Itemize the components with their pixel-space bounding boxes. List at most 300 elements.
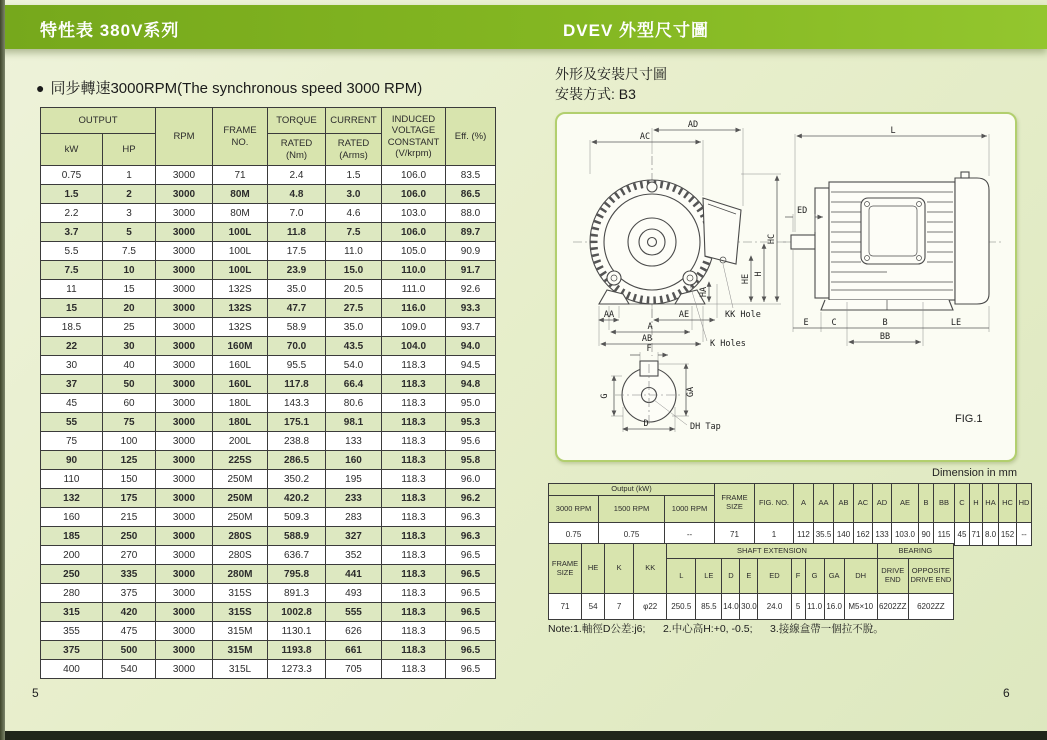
table-row	[41, 394, 496, 413]
table-cell: 118.3	[382, 356, 446, 375]
col-GA: GA	[824, 559, 844, 594]
table-cell: 280S	[213, 546, 268, 565]
table-cell: 441	[326, 565, 382, 584]
table-cell: 238.8	[268, 432, 326, 451]
col-1000rpm: 1000 RPM	[665, 496, 715, 523]
table-cell: 195	[326, 470, 382, 489]
col-current: CURRENT	[326, 108, 382, 134]
table-row	[41, 470, 496, 489]
table-cell: 250	[41, 565, 103, 584]
dim-label-H: H	[754, 271, 764, 277]
table-cell: 283	[326, 508, 382, 527]
table-cell: 1.5	[326, 166, 382, 185]
col-kw: kW	[41, 134, 103, 166]
subtitle-outline: 外形及安裝尺寸圖	[555, 66, 667, 82]
table-cell: 215	[103, 508, 156, 527]
table-cell: 118.3	[382, 375, 446, 394]
table-cell: 355	[41, 622, 103, 641]
table-cell: 89.7	[446, 223, 496, 242]
dim-table1-header	[549, 484, 1032, 523]
page-number-left: 5	[32, 686, 39, 700]
table-cell: 5	[791, 594, 805, 620]
header-bar	[0, 5, 1047, 49]
group-bearing: BEARING	[877, 544, 953, 559]
table-cell: 1002.8	[268, 603, 326, 622]
col-AE: AE	[892, 484, 919, 523]
table-row	[41, 223, 496, 242]
table-cell: 7.5	[103, 242, 156, 261]
table-cell: 636.7	[268, 546, 326, 565]
table-cell: 143.3	[268, 394, 326, 413]
table-cell: 3000	[156, 299, 213, 318]
table-cell: 7.5	[41, 261, 103, 280]
table-cell: 180L	[213, 394, 268, 413]
table-cell: 90.9	[446, 242, 496, 261]
col-AD: AD	[873, 484, 892, 523]
table-cell: 96.5	[446, 603, 496, 622]
table-cell: 118.3	[382, 432, 446, 451]
table-cell: 160L	[213, 356, 268, 375]
table-cell: 85.5	[696, 594, 722, 620]
table-cell: 88.0	[446, 204, 496, 223]
table-cell: 17.5	[268, 242, 326, 261]
table-cell: 200L	[213, 432, 268, 451]
table-cell: 555	[326, 603, 382, 622]
table-cell: 152	[999, 523, 1017, 546]
table-cell: 43.5	[326, 337, 382, 356]
col-drive-end: DRIVE END	[877, 559, 908, 594]
table-cell: 11.8	[268, 223, 326, 242]
table-cell: 118.3	[382, 470, 446, 489]
table-cell: 180L	[213, 413, 268, 432]
dim-label-AD: AD	[687, 120, 699, 130]
table-cell: 35.5	[814, 523, 834, 546]
dim-label-KK-hole: KK Hole	[725, 310, 761, 320]
table-cell: 55	[41, 413, 103, 432]
table-cell: 96.5	[446, 546, 496, 565]
dim-label-BB: BB	[879, 332, 891, 342]
table-cell: 3000	[156, 318, 213, 337]
table-cell: 315M	[213, 641, 268, 660]
table-cell: 105.0	[382, 242, 446, 261]
table-cell: 104.0	[382, 337, 446, 356]
table-cell: 315S	[213, 584, 268, 603]
table-cell: 80M	[213, 185, 268, 204]
table-row	[41, 565, 496, 584]
table-cell: 4.6	[326, 204, 382, 223]
table-cell: 93.7	[446, 318, 496, 337]
table-cell: 115	[934, 523, 955, 546]
table-cell: 175	[103, 489, 156, 508]
table-cell: 40	[103, 356, 156, 375]
table-cell: 795.8	[268, 565, 326, 584]
dim-table1-wrap	[548, 483, 1032, 546]
col-opposite-drive-end: OPPOSITE DRIVE END	[908, 559, 953, 594]
col-AC: AC	[854, 484, 873, 523]
table-cell: 27.5	[326, 299, 382, 318]
table-row	[41, 337, 496, 356]
dimension-unit-note: Dimension in mm	[932, 467, 1017, 479]
dim-table2-header	[549, 544, 954, 594]
table-cell: 110	[41, 470, 103, 489]
table-cell: 106.0	[382, 223, 446, 242]
table-cell: 116.0	[382, 299, 446, 318]
col-G: G	[805, 559, 824, 594]
table-cell: 315S	[213, 603, 268, 622]
table-cell: 100L	[213, 261, 268, 280]
table-cell: 118.3	[382, 451, 446, 470]
table-cell: 3000	[156, 565, 213, 584]
table-cell: 93.3	[446, 299, 496, 318]
table-cell: 98.1	[326, 413, 382, 432]
table-cell: 3000	[156, 641, 213, 660]
table-cell: 92.6	[446, 280, 496, 299]
table-cell: 71	[213, 166, 268, 185]
table-cell: 118.3	[382, 641, 446, 660]
table-cell: 1273.3	[268, 660, 326, 679]
dim-label-ED: ED	[797, 206, 808, 216]
dim-label-B: B	[882, 318, 888, 328]
table-row	[41, 356, 496, 375]
table-cell: 3	[103, 204, 156, 223]
table-cell: 118.3	[382, 622, 446, 641]
dim-label-HC: HC	[767, 233, 777, 245]
table-cell: 103.0	[382, 204, 446, 223]
table-row	[41, 318, 496, 337]
table-cell: M5×10	[844, 594, 877, 620]
table-cell: 375	[41, 641, 103, 660]
table-cell: 661	[326, 641, 382, 660]
table-cell: 420	[103, 603, 156, 622]
table-row	[41, 166, 496, 185]
table-cell: 475	[103, 622, 156, 641]
table-cell: 100L	[213, 242, 268, 261]
table-cell: 106.0	[382, 185, 446, 204]
table-row	[41, 546, 496, 565]
table-cell: 96.0	[446, 470, 496, 489]
dim-label-L: L	[890, 126, 896, 136]
col-eff: Eff. (%)	[446, 108, 496, 166]
col-DH: DH	[844, 559, 877, 594]
table-cell: 2	[103, 185, 156, 204]
dim-label-DH-tap: DH Tap	[690, 422, 721, 432]
table-row	[41, 641, 496, 660]
table-cell: 70.0	[268, 337, 326, 356]
table-cell: 250M	[213, 470, 268, 489]
table-cell: 1130.1	[268, 622, 326, 641]
table-cell: 350.2	[268, 470, 326, 489]
table-cell: 10	[103, 261, 156, 280]
spec-table-body	[41, 166, 496, 679]
table-cell: 96.2	[446, 489, 496, 508]
table-cell: 125	[103, 451, 156, 470]
table-cell: 400	[41, 660, 103, 679]
col-AA: AA	[814, 484, 834, 523]
table-cell: 2.2	[41, 204, 103, 223]
table-cell: 3000	[156, 185, 213, 204]
table-cell: 94.8	[446, 375, 496, 394]
table-cell: 60	[103, 394, 156, 413]
table-cell: 132S	[213, 299, 268, 318]
col-HC: HC	[999, 484, 1017, 523]
table-cell: 20.5	[326, 280, 382, 299]
col-F: F	[791, 559, 805, 594]
table-cell: 35.0	[326, 318, 382, 337]
table-cell: 18.5	[41, 318, 103, 337]
table-cell: 94.5	[446, 356, 496, 375]
dim-label-HE: HE	[741, 273, 751, 285]
table-row	[41, 622, 496, 641]
table-cell: 160M	[213, 337, 268, 356]
table-cell: 95.3	[446, 413, 496, 432]
table-row	[41, 299, 496, 318]
table-cell: 118.3	[382, 508, 446, 527]
table-cell: 1.5	[41, 185, 103, 204]
table-cell: 100	[103, 432, 156, 451]
bullet-icon: ●	[36, 80, 45, 96]
table-cell: 96.5	[446, 660, 496, 679]
table-cell: 160L	[213, 375, 268, 394]
table-cell: 2.4	[268, 166, 326, 185]
table-cell: 118.3	[382, 565, 446, 584]
table-cell: 96.5	[446, 584, 496, 603]
table-cell: 96.5	[446, 641, 496, 660]
table-cell: 352	[326, 546, 382, 565]
dim-label-AB: AB	[641, 334, 653, 344]
dim-label-HA: HA	[699, 286, 709, 298]
table-cell: 45	[955, 523, 970, 546]
page-bottom-bar	[0, 731, 1047, 740]
table-cell: 7.5	[326, 223, 382, 242]
col-K: K	[605, 544, 634, 594]
table-cell: 16.0	[824, 594, 844, 620]
table-cell: 280	[41, 584, 103, 603]
col-output-kw: Output (kW)	[549, 484, 715, 496]
table-cell: 75	[103, 413, 156, 432]
col-fig-no: FIG. NO.	[755, 484, 794, 523]
table-cell: 7.0	[268, 204, 326, 223]
table-cell: 3000	[156, 242, 213, 261]
table-cell: 3000	[156, 394, 213, 413]
table-cell: 110.0	[382, 261, 446, 280]
table-cell: φ22	[634, 594, 667, 620]
dim-label-D: D	[643, 419, 649, 429]
col-frame-size2: FRAME SIZE	[549, 544, 582, 594]
table-row	[41, 413, 496, 432]
table-cell: --	[665, 523, 715, 546]
table-cell: 250M	[213, 508, 268, 527]
col-L: L	[667, 559, 696, 594]
dim-label-F: F	[646, 344, 652, 354]
table-cell: 500	[103, 641, 156, 660]
table-cell: 106.0	[382, 166, 446, 185]
table-cell: 8.0	[983, 523, 999, 546]
table-cell: 118.3	[382, 413, 446, 432]
dim-table2-body	[549, 594, 954, 620]
section-title-text: 同步轉速3000RPM(The synchronous speed 3000 RPM)	[50, 80, 423, 97]
table-cell: 3000	[156, 432, 213, 451]
table-cell: 5.5	[41, 242, 103, 261]
table-cell: 327	[326, 527, 382, 546]
page-number-right: 6	[1003, 686, 1010, 700]
dim-table2-wrap	[548, 543, 954, 620]
table-cell: 95.5	[268, 356, 326, 375]
table-cell: 5	[103, 223, 156, 242]
table-cell: 71	[970, 523, 983, 546]
table-cell: 1	[755, 523, 794, 546]
table-cell: 315M	[213, 622, 268, 641]
table-cell: 150	[103, 470, 156, 489]
table-cell: 270	[103, 546, 156, 565]
table-cell: 375	[103, 584, 156, 603]
table-cell: 132	[41, 489, 103, 508]
table-row	[41, 527, 496, 546]
table-cell: 626	[326, 622, 382, 641]
table-row	[41, 375, 496, 394]
table-cell: 280S	[213, 527, 268, 546]
table-cell: 6202ZZ	[877, 594, 908, 620]
dim-label-LE: LE	[950, 318, 962, 328]
col-1500rpm: 1500 RPM	[599, 496, 665, 523]
dim-label-E: E	[803, 318, 809, 328]
table-cell: 30	[41, 356, 103, 375]
col-C: C	[955, 484, 970, 523]
table-cell: 118.3	[382, 603, 446, 622]
figure-label: FIG.1	[955, 413, 983, 425]
dimension-diagram-panel	[555, 112, 1017, 462]
section-title	[36, 77, 422, 98]
table-cell: 175.1	[268, 413, 326, 432]
table-cell: 3000	[156, 603, 213, 622]
table-cell: 0.75	[549, 523, 599, 546]
table-cell: 45	[41, 394, 103, 413]
dim-label-K-holes: K Holes	[710, 339, 746, 349]
col-AB: AB	[834, 484, 854, 523]
table-cell: 3000	[156, 470, 213, 489]
header-title-left: 特性表 380V系列	[40, 21, 180, 40]
table-cell: 111.0	[382, 280, 446, 299]
table-cell: 14.0	[722, 594, 740, 620]
table-cell: 94.0	[446, 337, 496, 356]
table-cell: 160	[41, 508, 103, 527]
table-cell: 133	[326, 432, 382, 451]
table-cell: 891.3	[268, 584, 326, 603]
spec-table-wrap	[40, 107, 496, 679]
table-cell: 3000	[156, 546, 213, 565]
table-cell: 286.5	[268, 451, 326, 470]
table-cell: 140	[834, 523, 854, 546]
table-cell: 22	[41, 337, 103, 356]
table-row	[41, 660, 496, 679]
table-cell: 109.0	[382, 318, 446, 337]
col-LE: LE	[696, 559, 722, 594]
table-cell: 30	[103, 337, 156, 356]
table-cell: 50	[103, 375, 156, 394]
motor-front-view	[573, 156, 789, 356]
table-cell: 1	[103, 166, 156, 185]
col-B: B	[919, 484, 934, 523]
table-row	[549, 594, 954, 620]
table-cell: 37	[41, 375, 103, 394]
table-cell: 4.8	[268, 185, 326, 204]
table-cell: 112	[794, 523, 814, 546]
table-cell: 117.8	[268, 375, 326, 394]
table-cell: 250	[103, 527, 156, 546]
table-cell: 540	[103, 660, 156, 679]
dim-label-GA: GA	[686, 386, 696, 398]
spec-table-header	[41, 108, 496, 166]
table-cell: 15	[103, 280, 156, 299]
table-cell: 3000	[156, 527, 213, 546]
col-induced: INDUCED VOLTAGE CONSTANT (V/krpm)	[382, 108, 446, 166]
table-cell: 3000	[156, 584, 213, 603]
table-row	[41, 584, 496, 603]
table-cell: 0.75	[41, 166, 103, 185]
table-cell: --	[1017, 523, 1032, 546]
table-cell: 90	[919, 523, 934, 546]
table-cell: 90	[41, 451, 103, 470]
col-hp: HP	[103, 134, 156, 166]
table-cell: 250.5	[667, 594, 696, 620]
page-left-edge	[0, 0, 5, 740]
dimension-table-2	[548, 543, 954, 620]
table-cell: 118.3	[382, 584, 446, 603]
table-cell: 83.5	[446, 166, 496, 185]
table-row	[41, 432, 496, 451]
table-cell: 58.9	[268, 318, 326, 337]
table-cell: 11.0	[805, 594, 824, 620]
table-cell: 30.0	[740, 594, 758, 620]
col-HD: HD	[1017, 484, 1032, 523]
table-cell: 96.5	[446, 622, 496, 641]
table-cell: 200	[41, 546, 103, 565]
table-cell: 3000	[156, 356, 213, 375]
col-A: A	[794, 484, 814, 523]
table-cell: 95.6	[446, 432, 496, 451]
col-rated-nm: RATED (Nm)	[268, 134, 326, 166]
table-cell: 6202ZZ	[908, 594, 953, 620]
dim-label-C: C	[831, 318, 837, 328]
table-cell: 335	[103, 565, 156, 584]
table-cell: 95.8	[446, 451, 496, 470]
table-cell: 3000	[156, 508, 213, 527]
col-HA: HA	[983, 484, 999, 523]
table-cell: 24.0	[758, 594, 791, 620]
col-BB: BB	[934, 484, 955, 523]
table-cell: 75	[41, 432, 103, 451]
table-cell: 96.5	[446, 565, 496, 584]
table-row	[41, 508, 496, 527]
dim-label-AA: AA	[603, 310, 615, 320]
table-cell: 162	[854, 523, 873, 546]
table-cell: 185	[41, 527, 103, 546]
table-row	[41, 204, 496, 223]
table-cell: 3000	[156, 337, 213, 356]
table-row	[41, 280, 496, 299]
table-cell: 315L	[213, 660, 268, 679]
table-cell: 160	[326, 451, 382, 470]
table-cell: 66.4	[326, 375, 382, 394]
table-cell: 3000	[156, 622, 213, 641]
table-cell: 118.3	[382, 546, 446, 565]
table-cell: 54.0	[326, 356, 382, 375]
table-cell: 20	[103, 299, 156, 318]
col-frame-size: FRAME SIZE	[715, 484, 755, 523]
table-cell: 132S	[213, 318, 268, 337]
table-cell: 233	[326, 489, 382, 508]
col-H: H	[970, 484, 983, 523]
table-cell: 80M	[213, 204, 268, 223]
